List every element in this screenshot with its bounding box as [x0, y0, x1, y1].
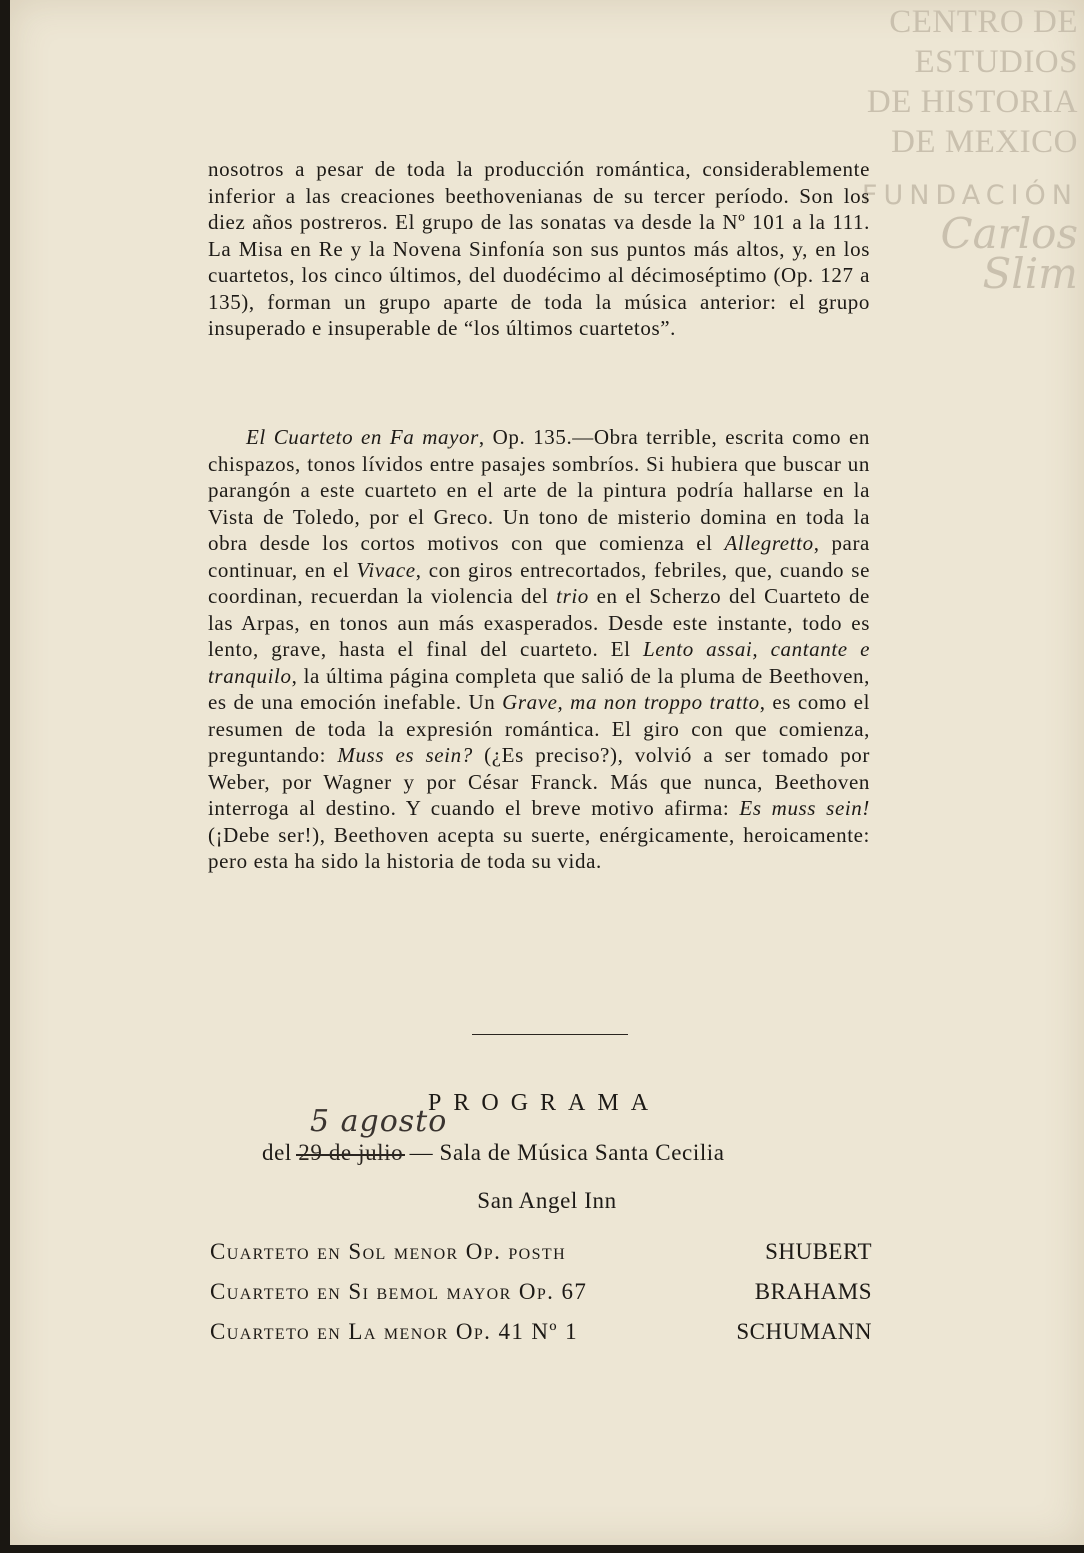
text-run: (¡Debe ser!), Beethoven acepta su suerte, enérgicamente, heroicamente: pero esta ha sido la historia de toda su vida.	[208, 822, 870, 873]
struck-date: 29 de julio	[298, 1140, 404, 1165]
venue-location: San Angel Inn	[477, 1188, 617, 1213]
text-run: (¿Es preciso?), volvió a ser tomado por Weber, por Wagner y por César Franck. Más que nunca, Beethoven interroga al destino. Y cuando el breve motivo afirma:	[208, 743, 870, 820]
watermark-line: DE MEXICO	[891, 124, 1078, 160]
tempo-marking: Lento assai, cantante e tranquilo	[208, 637, 870, 688]
program-work: Cuarteto en La menor Op. 41 Nº 1	[210, 1319, 579, 1344]
program-work: Cuarteto en Sol menor Op. posth	[210, 1239, 567, 1264]
watermark-foundation: FUNDACIÓN	[861, 180, 1078, 211]
program-item	[210, 1312, 872, 1352]
concert-date-line	[262, 1140, 725, 1166]
body-paragraph-2	[208, 424, 870, 875]
tempo-marking: trio	[556, 584, 589, 608]
tempo-marking: Vivace	[356, 557, 416, 582]
work-title-italic: El Cuarteto en Fa mayor	[246, 425, 479, 449]
watermark-line: CENTRO DE	[889, 4, 1078, 40]
program-item	[210, 1272, 872, 1312]
text-run: , la última página completa que salió de la pluma de Beethoven, es de una emoción inefable. Un	[208, 663, 870, 714]
section-divider	[472, 1034, 628, 1035]
watermark-line: ESTUDIOS	[914, 44, 1078, 80]
del-label: del	[262, 1140, 292, 1165]
programa-heading: PROGRAMA	[428, 1090, 661, 1116]
watermark-line: DE HISTORIA	[866, 84, 1078, 120]
program-composer: BRAHAMS	[754, 1279, 872, 1304]
text-run: en el Scherzo del Cuarteto de las Arpas, en tonos aun más exasperados. Desde este instante, todo es lento, grave, hasta el final del cuarteto. El	[208, 584, 870, 661]
handwritten-date-annotation: 5 agosto	[310, 1104, 448, 1139]
quote-italic: Muss es sein?	[337, 743, 473, 767]
program-composer: SHUBERT	[765, 1239, 872, 1264]
tempo-marking: Allegretto	[724, 531, 814, 555]
watermark-signature: Carlos Slim	[940, 209, 1078, 298]
text-run: , Op. 135.—Obra terrible, escrita como en chispazos, tonos lívidos entre pasajes sombríos. Si hubiera que buscar un parangón a este cuarteto en el arte de la pintura podría hallarse en la Vista de Toledo, por el Greco. Un tono de misterio domina en toda la obra desde los cortos motivos con que comienza el	[208, 425, 870, 555]
venue-name: — Sala de Música Santa Cecilia	[409, 1140, 725, 1165]
document-page	[10, 0, 1084, 1545]
program-list	[210, 1232, 872, 1352]
program-composer: SCHUMANN	[736, 1319, 872, 1344]
paragraph-text	[208, 424, 870, 875]
tempo-marking: Grave, ma non troppo tratto	[502, 690, 760, 714]
text-run: , para continuar, en el	[208, 531, 870, 582]
program-item	[210, 1232, 872, 1272]
quote-italic: Es muss sein!	[739, 796, 870, 820]
archive-watermark	[848, 2, 1078, 298]
text-run: , con giros entrecortados, febriles, que, cuando se coordinan, recuerdan la violencia del	[208, 557, 870, 608]
paragraph-text: nosotros a pesar de toda la producción romántica, considerablemente inferior a las creaciones beethovenianas de su tercer período. Son los diez años postreros. El grupo de las sonatas va desde la Nº 101 a la 111. La Misa en Re y la Novena Sinfonía son sus puntos más altos, y, en los cuartetos, los cinco últimos, del duodécimo al décimoséptimo (Op. 127 a 135), forman un grupo aparte de toda la música anterior: el grupo insuperado e insuperable de “los últimos cuartetos”.	[208, 157, 870, 340]
text-run: , es como el resumen de toda la expresión romántica. El giro con que comienza, preguntando:	[208, 690, 870, 767]
program-work: Cuarteto en Si bemol mayor Op. 67	[210, 1279, 588, 1304]
body-paragraph-1	[208, 156, 870, 342]
